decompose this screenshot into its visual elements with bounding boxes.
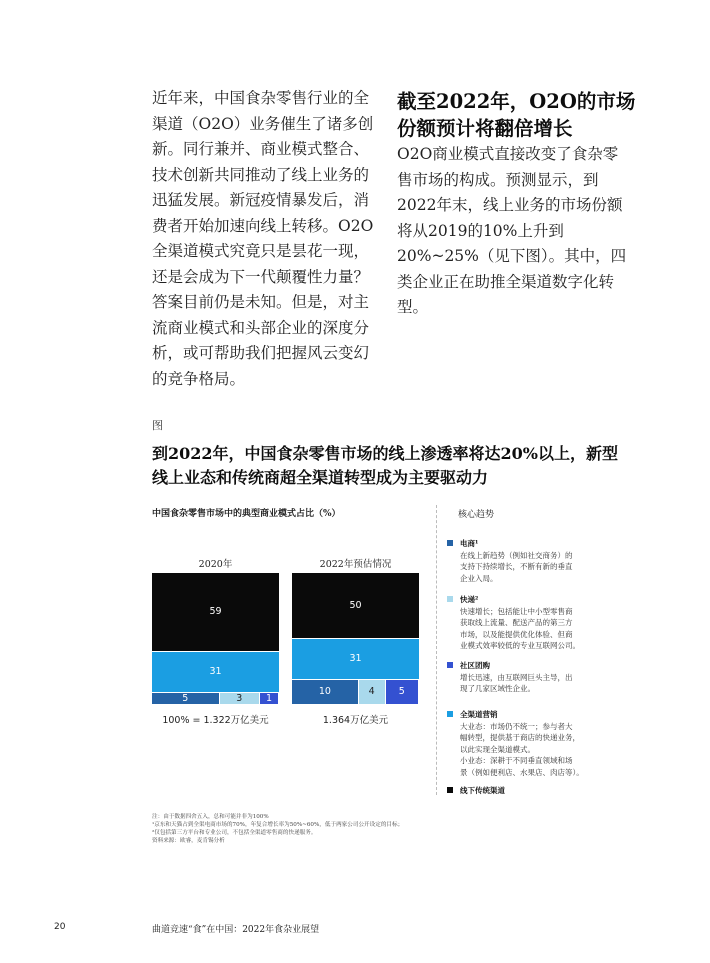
legend-swatch	[447, 787, 453, 793]
trend-name: 电商¹	[460, 539, 479, 548]
running-title: 曲道竞速“食”在中国：2022年食杂业展望	[152, 925, 320, 935]
trend-description: 增长迅速，由互联网巨头主导，出	[460, 672, 573, 682]
footnote-line: 注：由于数据四舍五入，总和可能并非为100%	[152, 814, 269, 820]
footnote-line: 资料来源：欧睿，麦肯锡分析	[152, 838, 225, 844]
page-number: 20	[54, 922, 66, 932]
trend-description: 大业态：市场仍不统一；参与者大	[460, 721, 573, 731]
bar-segment: 50	[292, 573, 419, 638]
trend-description: 业模式效率较低的专业互联网公司。	[460, 641, 580, 650]
figure-label: 图	[152, 419, 163, 432]
legend-swatch	[447, 711, 453, 717]
trend-description: 以此实现全渠道模式。	[460, 744, 535, 754]
figure-title: 到2022年，中国食杂零售市场的线上渗透率将达20%以上，新型线上业态和传统商超全渠道转型成为主要驱动力	[152, 444, 619, 487]
bar-segment: 5	[386, 680, 418, 704]
bar-column-header: 2022年预估情况	[319, 559, 392, 570]
section-paragraph: O2O商业模式直接改变了食杂零售市场的构成。预测显示，到2022年末，线上业务的市场份额将从2019的10%上升到20%~25%（见下图）。其中，四类企业正在助推全渠道数字化转型。	[397, 145, 627, 316]
intro-paragraph: 近年来，中国食杂零售行业的全渠道（O2O）业务催生了诸多创新。同行兼并、商业模式整合、技术创新共同推动了线上业务的迅猛发展。新冠疫情暴发后，消费者开始加速向线上转移。O2O全渠道模式究竟只是昙花一现，还是会成为下一代颠覆性力量？答案目前仍是未知。但是，对主流商业模式和头部企业的深度分析，或可帮助我们把握风云变幻的竞争格局。	[152, 89, 374, 388]
bar-segment: 1	[260, 693, 278, 704]
trend-name: 快递²	[460, 595, 479, 604]
bar-segment: 3	[220, 693, 260, 704]
legend-swatch	[447, 540, 453, 546]
trend-description: 景（例如便利店、水果店、肉店等）。	[460, 767, 584, 777]
trend-name: 线下传统渠道	[460, 786, 505, 795]
bar-segment: 10	[292, 680, 358, 704]
trend-name: 社区团购	[460, 661, 490, 670]
legend-swatch	[447, 662, 453, 668]
trend-description: 幅转型，提供基于商店的快递业务，	[460, 733, 580, 742]
bar-total-label: 1.364万亿美元	[322, 715, 389, 726]
trend-item	[447, 538, 627, 584]
chart-title: 中国食杂零售市场中的典型商业模式占比（%）	[152, 509, 341, 519]
bar-segment: 4	[359, 680, 385, 704]
trend-name: 全渠道营销	[460, 710, 498, 719]
bar-segment: 31	[292, 639, 419, 679]
bar-segment: 59	[152, 573, 279, 651]
chart-divider	[436, 505, 437, 795]
trends-title: 核心趋势	[458, 510, 495, 520]
legend-swatch	[447, 596, 453, 602]
bar-segment: 31	[152, 652, 279, 692]
trend-description: 企业入局。	[460, 573, 498, 583]
trend-description: 获取线上流量、配送产品的第三方	[460, 618, 573, 627]
trend-item	[447, 594, 627, 652]
trend-item	[447, 660, 627, 695]
trend-description: 在线上新趋势（例如社交商务）的	[460, 550, 573, 560]
trend-item	[447, 785, 627, 797]
trend-description: 快速增长；包括能让中小型零售商	[460, 606, 573, 616]
footnotes	[152, 813, 572, 845]
trend-description: 现了几家区域性企业。	[460, 684, 535, 693]
trend-description: 市场，以及能提供优化体验、但商	[460, 629, 573, 639]
footnote-line: ¹京东和天猫占到全渠电商市场的70%，年复合增长率为50%~60%，低于两家公司公开设定的目标；	[152, 822, 404, 828]
trend-description: 支持下持续增长，不断有新的垂直	[460, 562, 573, 571]
section-heading: 截至2022年，O2O的市场份额预计将翻倍增长	[397, 90, 636, 140]
bar-segment: 5	[152, 693, 219, 704]
trend-item	[447, 709, 627, 778]
bar-column-header: 2020年	[198, 559, 233, 570]
trend-description: 小业态：深耕于不同垂直领域和场	[460, 756, 573, 765]
footnote-line: ²仅包括第三方平台和专业公司，不包括全渠道零售商的快递服务。	[152, 830, 317, 836]
bar-total-label: 100% = 1.322万亿美元	[162, 715, 269, 726]
